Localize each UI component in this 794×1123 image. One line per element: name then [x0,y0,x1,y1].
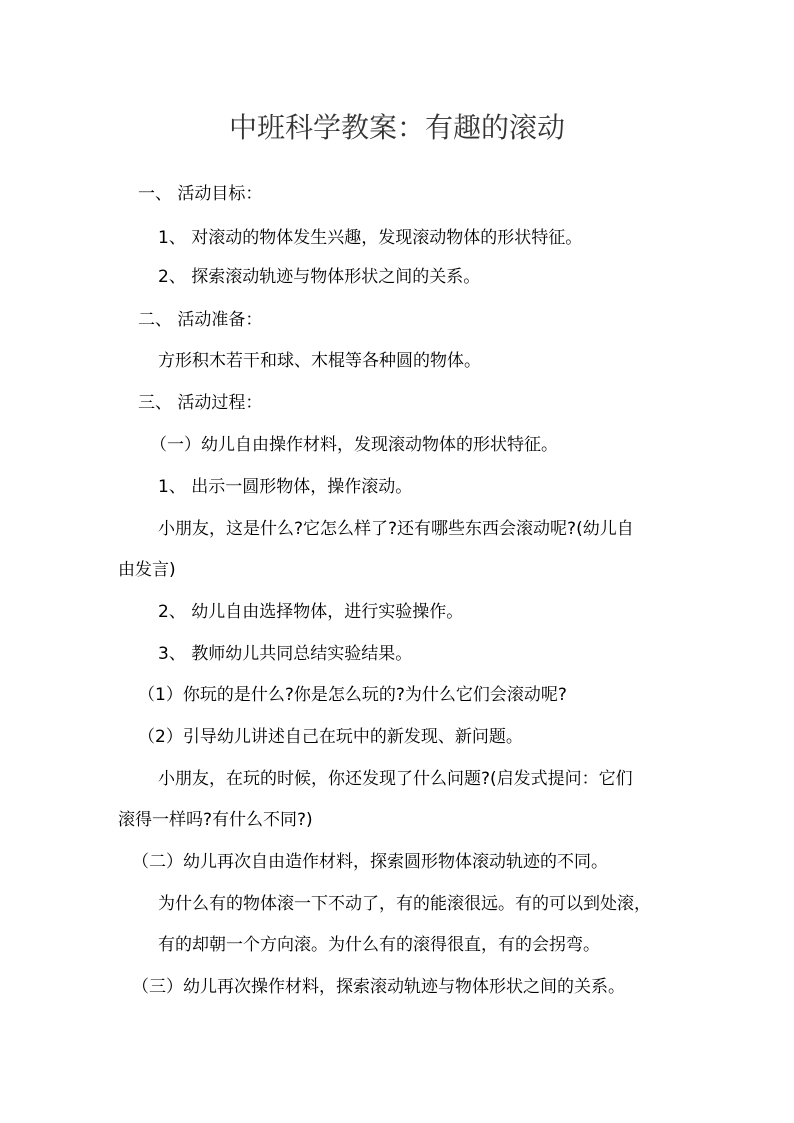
process-substep-3: 3、 教师幼儿共同总结实验结果。 [158,644,413,664]
goal-item-2: 2、 探索滚动轨迹与物体形状之间的关系。 [158,267,481,287]
process-substep-1: 1、 出示一圆形物体，操作滚动。 [158,477,413,497]
section-heading-goals: 一、 活动目标： [138,184,263,204]
section-heading-preparation: 二、 活动准备： [138,310,263,330]
preparation-text: 方形积木若干和球、木棍等各种圆的物体。 [158,351,481,371]
process-step-1: （一）幼儿自由操作材料，发现滚动物体的形状特征。 [150,435,558,455]
process-substep-2: 2、 幼儿自由选择物体，进行实验操作。 [158,602,464,622]
paragraph-line: 为什么有的物体滚一下不动了，有的能滚很远。有的可以到处滚， [158,894,651,914]
paragraph-line: 有的却朝一个方向滚。为什么有的滚得很直，有的会拐弯。 [158,935,600,955]
process-step-3: （三）幼儿再次操作材料，探索滚动轨迹与物体形状之间的关系。 [132,977,625,997]
process-step-2: （二）幼儿再次自由造作材料，探索圆形物体滚动轨迹的不同。 [132,852,608,872]
question-item-2: （2）引导幼儿讲述自己在玩中的新发现、新问题。 [138,727,523,747]
document-title: 中班科学教案：有趣的滚动 [228,111,565,144]
paragraph-line: 由发言) [118,560,176,580]
section-heading-process: 三、 活动过程： [138,393,263,413]
goal-item-1: 1、 对滚动的物体发生兴趣，发现滚动物体的形状特征。 [158,228,583,248]
question-item-1: （1）你玩的是什么?你是怎么玩的?为什么它们会滚动呢? [138,685,567,705]
paragraph-line: 滚得一样吗?有什么不同?) [118,810,313,830]
paragraph-line: 小朋友，这是什么?它怎么样了?还有哪些东西会滚动呢?(幼儿自 [158,519,634,539]
paragraph-line: 小朋友，在玩的时候，你还发现了什么问题?(启发式提问：它们 [158,769,633,789]
